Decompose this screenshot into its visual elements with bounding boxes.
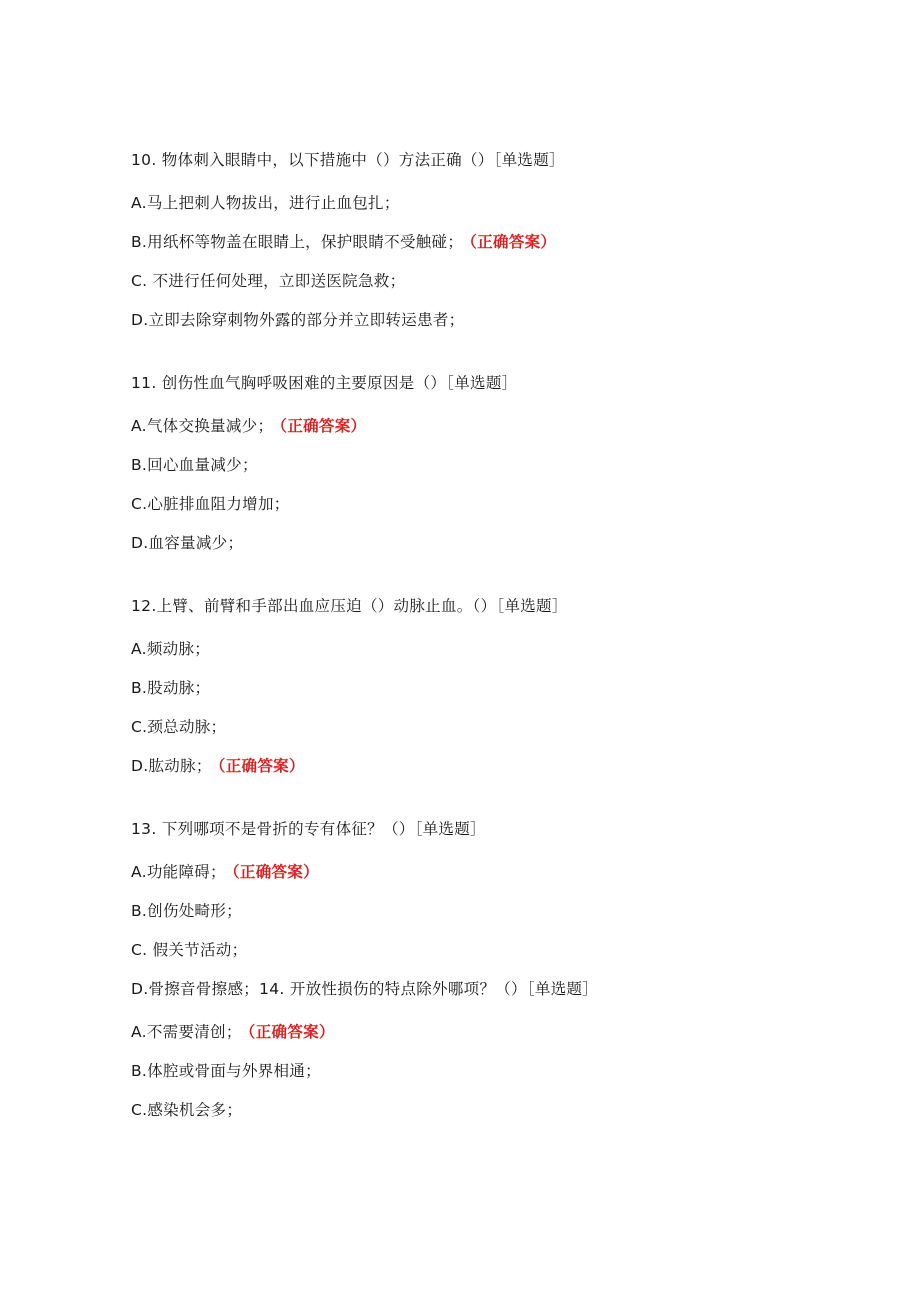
option-12-b: [131, 677, 210, 699]
line-text: C. 不进行任何处理，立即送医院急救；: [131, 272, 406, 290]
question-10: [131, 149, 565, 171]
line-text: D.骨擦音骨擦感；14. 开放性损伤的特点除外哪项？（）［单选题］: [131, 980, 599, 998]
line-text: C.感染机会多；: [131, 1101, 243, 1119]
option-11-b: [131, 454, 258, 476]
option-11-a: [131, 415, 366, 437]
option-12-d: [131, 755, 305, 777]
line-text: A.不需要清创；: [131, 1023, 242, 1041]
line-text: D.血容量减少；: [131, 534, 244, 552]
option-12-a: [131, 638, 210, 660]
line-text: B.用纸杯等物盖在眼睛上，保护眼睛不受触碰；: [131, 233, 464, 251]
correct-answer-badge: （正确答案）: [279, 417, 367, 435]
line-text: 11. 创伤性血气胸呼吸困难的主要原因是（）［单选题］: [131, 374, 518, 392]
line-text: A.马上把刺人物拔出，进行止血包扎；: [131, 194, 400, 212]
question-12: [131, 595, 568, 617]
line-text: 13. 下列哪项不是骨折的专有体征？（）［单选题］: [131, 820, 486, 838]
line-text: 10. 物体刺入眼睛中，以下措施中（）方法正确（）［单选题］: [131, 151, 565, 169]
line-text: B.体腔或骨面与外界相通；: [131, 1062, 321, 1080]
correct-answer-badge: （正确答案）: [469, 233, 557, 251]
line-text: B.股动脉；: [131, 679, 211, 697]
line-text: A.频动脉；: [131, 640, 211, 658]
line-text: D.立即去除穿刺物外露的部分并立即转运患者；: [131, 311, 465, 329]
line-text: C.颈总动脉；: [131, 718, 227, 736]
line-text: C. 假关节活动；: [131, 941, 248, 959]
question-11: [131, 372, 517, 394]
option-10-b: [131, 231, 556, 253]
option-14-c: [131, 1099, 242, 1121]
option-14-b: [131, 1060, 321, 1082]
option-10-d: [131, 309, 464, 331]
option-11-c: [131, 493, 290, 515]
option-12-c: [131, 716, 226, 738]
correct-answer-badge: （正确答案）: [217, 757, 305, 775]
option-14-a: [131, 1021, 335, 1043]
option-13-d-question-14: [131, 978, 598, 1000]
line-text: 12.上臂、前臂和手部出血应压迫（）动脉止血。（）［单选题］: [131, 597, 568, 615]
line-text: D.肱动脉；: [131, 757, 212, 775]
option-13-b: [131, 900, 242, 922]
option-10-c: [131, 270, 405, 292]
line-text: A.功能障碍；: [131, 863, 226, 881]
line-text: A.气体交换量减少；: [131, 417, 274, 435]
correct-answer-badge: （正确答案）: [247, 1023, 335, 1041]
option-13-c: [131, 939, 247, 961]
option-10-a: [131, 192, 400, 214]
line-text: C.心脏排血阻力增加；: [131, 495, 290, 513]
correct-answer-badge: （正确答案）: [231, 863, 319, 881]
option-13-a: [131, 861, 319, 883]
question-13: [131, 818, 486, 840]
option-11-d: [131, 532, 243, 554]
line-text: B.创伤处畸形；: [131, 902, 242, 920]
line-text: B.回心血量减少；: [131, 456, 258, 474]
